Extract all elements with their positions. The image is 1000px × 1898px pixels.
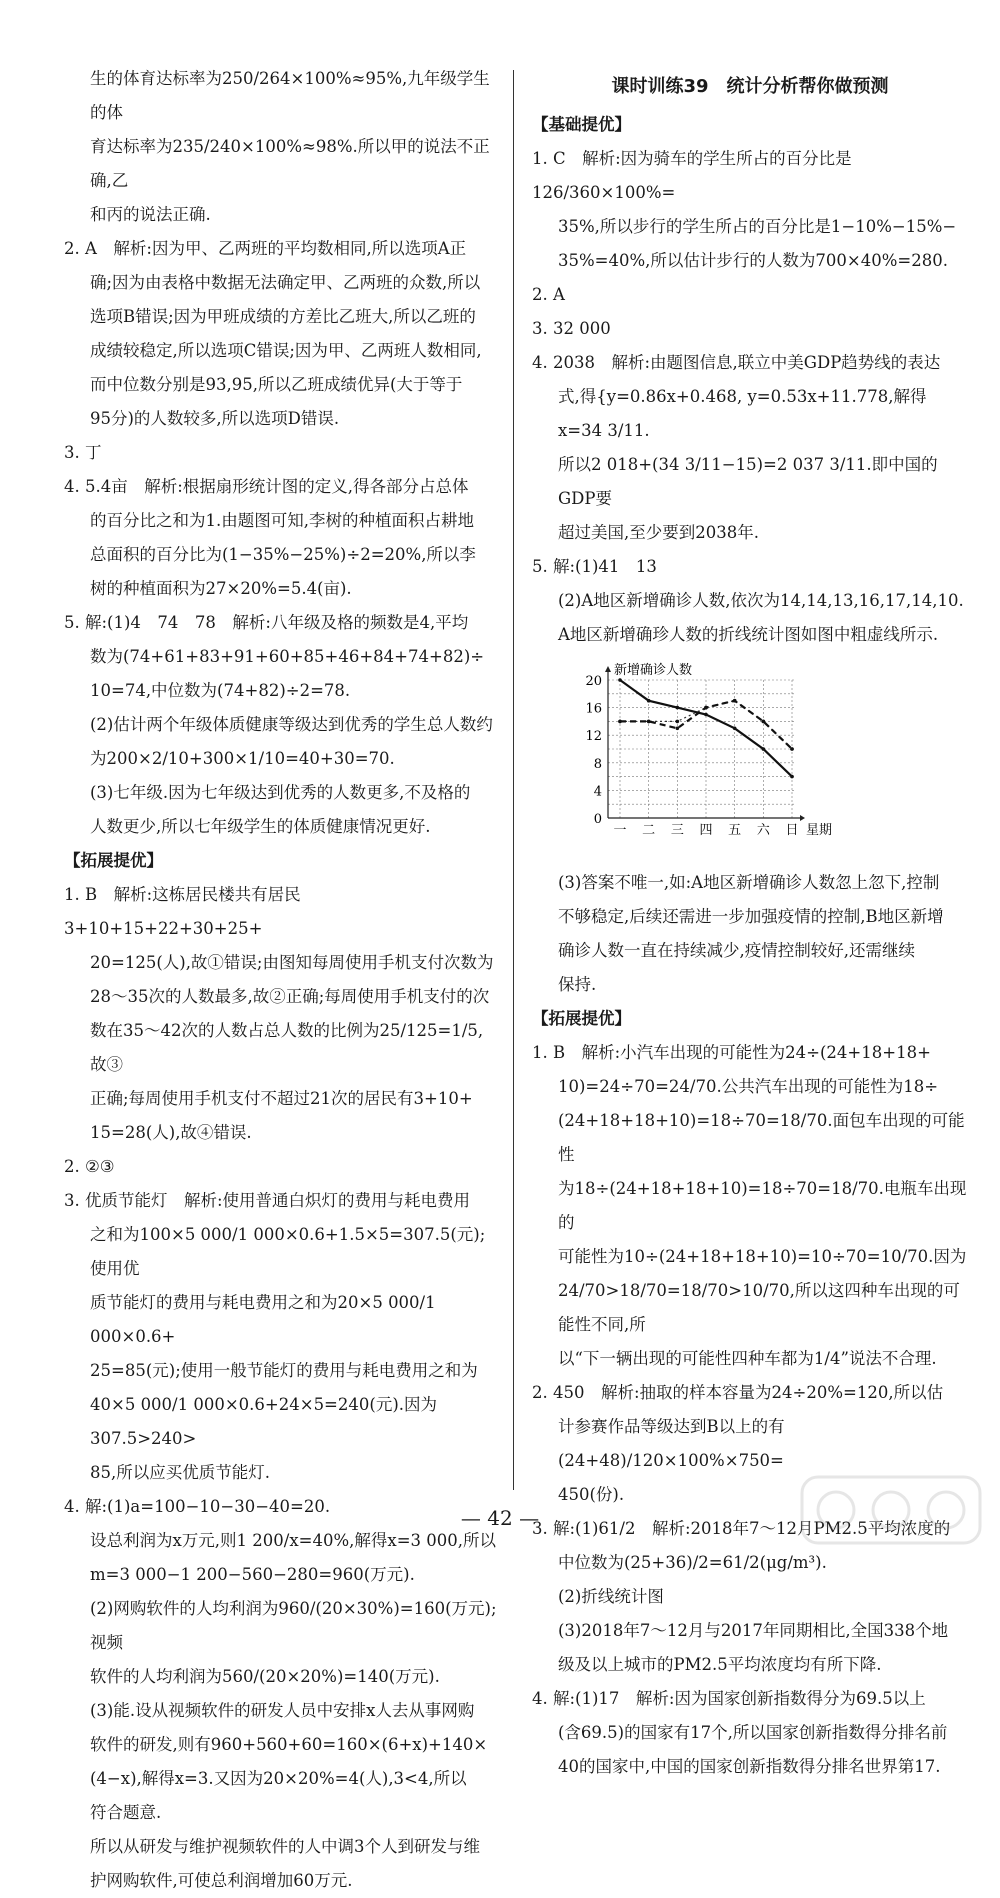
data-point — [790, 775, 794, 779]
text-line: 确诊人数一直在持续减少,疫情控制较好,还需继续 — [558, 941, 915, 960]
text-line: 10)=24÷70=24/70.公共汽车出现的可能性为18÷ — [558, 1077, 939, 1096]
data-point — [647, 699, 651, 703]
text-line: 的百分比之和为1.由题图可知,李树的种植面积占耕地 — [90, 511, 474, 530]
text-line: 35%=40%,所以估计步行的人数为700×40%=280. — [558, 251, 948, 270]
line-chart — [578, 658, 968, 860]
text-line: 1. B 解析:这栋居民楼共有居民3+10+15+22+30+25+ — [64, 885, 301, 938]
y-tick-label: 12 — [585, 729, 602, 745]
text-line: (2)折线统计图 — [558, 1587, 664, 1606]
right-bottom-text — [532, 866, 968, 1784]
text-line: 3. 优质节能灯 解析:使用普通白炽灯的费用与耗电费用 — [64, 1191, 471, 1210]
text-line: (2)A地区新增确诊人数,依次为14,14,13,16,17,14,10. — [558, 591, 964, 610]
data-point — [762, 720, 766, 724]
text-line: 育达标率为235/240×100%≈98%.所以甲的说法不正确,乙 — [90, 137, 490, 190]
x-tick-label: 三 — [670, 823, 684, 838]
text-line: 95分)的人数较多,所以选项D错误. — [90, 409, 340, 428]
text-line: A地区新增确珍人数的折线统计图如图中粗虚线所示. — [558, 625, 939, 644]
text-line: 计参赛作品等级达到B以上的有(24+48)/120×100%×750= — [558, 1417, 785, 1470]
text-line: 4. 解:(1)a=100−10−30−40=20. — [64, 1497, 331, 1516]
text-line: 15=28(人),故④错误. — [90, 1123, 252, 1142]
data-point — [676, 720, 680, 724]
text-line: 设总利润为x万元,则1 200/x=40%,解得x=3 000,所以 — [90, 1531, 497, 1550]
text-line: (24+18+18+10)=18÷70=18/70.面包车出现的可能性 — [558, 1111, 965, 1164]
text-line: 35%,所以步行的学生所占的百分比是1−10%−15%− — [558, 217, 957, 236]
text-line: 为200×2/10+300×1/10=40+30=70. — [90, 749, 395, 768]
text-line: (3)七年级.因为七年级达到优秀的人数更多,不及格的 — [90, 783, 471, 802]
column-divider — [513, 70, 514, 1490]
text-line: 【基础提优】 — [532, 115, 631, 134]
text-line: 4. 5.4亩 解析:根据扇形统计图的定义,得各部分占总体 — [64, 477, 469, 496]
data-point — [647, 720, 651, 724]
text-line: 10=74,中位数为(74+82)÷2=78. — [90, 681, 351, 700]
data-point — [733, 727, 737, 731]
text-line: 【拓展提优】 — [64, 851, 163, 870]
lesson-title: 课时训练39 统计分析帮你做预测 — [611, 76, 889, 97]
text-line: 40×5 000/1 000×0.6+24×5=240(元).因为307.5>240> — [90, 1395, 437, 1448]
text-line: (4−x),解得x=3.又因为20×20%=4(人),3<4,所以 — [90, 1769, 467, 1788]
y-axis-label: 新增确诊人数 — [614, 663, 693, 678]
text-line: 2. A — [532, 285, 565, 304]
text-line: 5. 解:(1)41 13 — [532, 557, 657, 576]
text-line: 护网购软件,可使总利润增加60万元. — [90, 1871, 353, 1890]
data-point — [704, 706, 708, 710]
text-line: (3)2018年7～12月与2017年同期相比,全国338个地 — [558, 1621, 949, 1640]
data-point — [762, 747, 766, 751]
x-tick-label: 六 — [756, 823, 770, 838]
y-axis-arrow — [605, 666, 611, 672]
x-tick-label: 二 — [642, 823, 656, 838]
x-tick-label: 五 — [728, 823, 742, 838]
text-line: 【拓展提优】 — [532, 1009, 631, 1028]
watermark-logo — [796, 1471, 986, 1549]
text-line: 而中位数分别是93,95,所以乙班成绩优异(大于等于 — [90, 375, 463, 394]
x-tick-label: 一 — [613, 823, 627, 838]
text-line: 符合题意. — [90, 1803, 162, 1822]
text-line: 保持. — [558, 975, 597, 994]
text-line: 数在35～42次的人数占总人数的比例为25/125=1/5,故③ — [90, 1021, 484, 1074]
text-line: 2. A 解析:因为甲、乙两班的平均数相同,所以选项A正 — [64, 239, 467, 258]
text-line: 4. 2038 解析:由题图信息,联立中美GDP趋势线的表达 — [532, 353, 941, 372]
text-line: 软件的人均利润为560/(20×20%)=140(万元). — [90, 1667, 440, 1686]
text-line: 1. B 解析:小汽车出现的可能性为24÷(24+18+18+ — [532, 1043, 931, 1062]
text-line: 正确;每周使用手机支付不超过21次的居民有3+10+ — [90, 1089, 473, 1108]
text-line: 3. 丁 — [64, 443, 102, 462]
x-axis-label: 星期 — [806, 823, 833, 838]
text-line: 不够稳定,后续还需进一步加强疫情的控制,B地区新增 — [558, 907, 944, 926]
text-line: 85,所以应买优质节能灯. — [90, 1463, 270, 1482]
x-axis-arrow — [800, 815, 805, 821]
text-line: 树的种植面积为27×20%=5.4(亩). — [90, 579, 352, 598]
text-line: 数为(74+61+83+91+60+85+46+84+74+82)÷ — [90, 647, 485, 666]
text-line: 生的体育达标率为250/264×100%≈95%,九年级学生的体 — [90, 69, 490, 122]
data-point — [704, 713, 708, 717]
text-line: 之和为100×5 000/1 000×0.6+1.5×5=307.5(元);使用优 — [90, 1225, 486, 1278]
text-line: 以“下一辆出现的可能性四种车都为1/4”说法不合理. — [558, 1349, 937, 1368]
y-tick-label: 20 — [585, 674, 602, 689]
text-line: 中位数为(25+36)/2=61/2(μg/m³). — [558, 1553, 827, 1572]
y-tick-label: 16 — [585, 701, 602, 717]
text-line: 人数更少,所以七年级学生的体质健康情况更好. — [90, 817, 431, 836]
data-point — [618, 720, 622, 724]
data-point — [676, 706, 680, 710]
text-line: 24/70>18/70=18/70>10/70,所以这四种车出现的可能性不同,所 — [558, 1281, 960, 1334]
text-line: m=3 000−1 200−560−280=960(万元). — [90, 1565, 415, 1584]
right-top-text — [532, 108, 968, 652]
text-line: 28～35次的人数最多,故②正确;每周使用手机支付的次 — [90, 987, 490, 1006]
text-line: 1. C 解析:因为骑车的学生所占的百分比是126/360×100%= — [532, 149, 852, 202]
data-point — [733, 699, 737, 703]
text-line: (2)网购软件的人均利润为960/(20×30%)=160(万元);视频 — [90, 1599, 497, 1652]
text-line: 和丙的说法正确. — [90, 205, 211, 224]
text-line: (2)估计两个年级体质健康等级达到优秀的学生总人数约 — [90, 715, 493, 734]
text-line: 可能性为10÷(24+18+18+10)=10÷70=10/70.因为 — [558, 1247, 967, 1266]
text-line: 成绩较稳定,所以选项C错误;因为甲、乙两班人数相同, — [90, 341, 482, 360]
data-point — [790, 747, 794, 751]
page-number: — 42 — — [460, 1506, 540, 1530]
text-line: (含69.5)的国家有17个,所以国家创新指数得分排名前 — [558, 1723, 948, 1742]
text-line: 2. ②③ — [64, 1157, 115, 1176]
text-line: 3. 解:(1)61/2 解析:2018年7～12月PM2.5平均浓度的 — [532, 1519, 951, 1538]
text-line: 450(份). — [558, 1485, 625, 1504]
text-line: 选项B错误;因为甲班成绩的方差比乙班大,所以乙班的 — [90, 307, 476, 326]
left-column — [64, 62, 499, 1898]
text-line: 40的国家中,中国的国家创新指数得分排名世界第17. — [558, 1757, 941, 1776]
data-point — [618, 678, 622, 682]
text-line: 2. 450 解析:抽取的样本容量为24÷20%=120,所以估 — [532, 1383, 944, 1402]
y-tick-label: 8 — [593, 756, 602, 772]
x-tick-label: 日 — [785, 823, 799, 838]
y-tick-label: 0 — [593, 812, 602, 827]
text-line: 质节能灯的费用与耗电费用之和为20×5 000/1 000×0.6+ — [90, 1293, 436, 1346]
text-line: 25=85(元);使用一般节能灯的费用与耗电费用之和为 — [90, 1361, 478, 1380]
text-line: 20=125(人),故①错误;由图知每周使用手机支付次数为 — [90, 953, 494, 972]
text-line: 3. 32 000 — [532, 319, 611, 338]
text-line: 超过美国,至少要到2038年. — [558, 523, 759, 542]
y-tick-label: 4 — [593, 784, 602, 800]
text-line: (3)能.设从视频软件的研发人员中安排x人去从事网购 — [90, 1701, 475, 1720]
text-line: 总面积的百分比为(1−35%−25%)÷2=20%,所以李 — [90, 545, 476, 564]
text-line: 为18÷(24+18+18+10)=18÷70=18/70.电瓶车出现的 — [558, 1179, 967, 1232]
text-line: 所以2 018+(34 3/11−15)=2 037 3/11.即中国的GDP要 — [558, 455, 938, 508]
text-line: (3)答案不唯一,如:A地区新增确诊人数忽上忽下,控制 — [558, 873, 940, 892]
text-line: 级及以上城市的PM2.5平均浓度均有所下降. — [558, 1655, 882, 1674]
text-line: 5. 解:(1)4 74 78 解析:八年级及格的频数是4,平均 — [64, 613, 469, 632]
text-line: 软件的研发,则有960+560+60=160×(6+x)+140× — [90, 1735, 488, 1754]
data-point — [676, 727, 680, 731]
text-line: 式,得{y=0.86x+0.468, y=0.53x+11.778,解得x=34 3/11. — [558, 387, 927, 440]
text-line: 所以从研发与维护视频软件的人中调3个人到研发与维 — [90, 1837, 480, 1856]
text-line: 4. 解:(1)17 解析:因为国家创新指数得分为69.5以上 — [532, 1689, 926, 1708]
text-line: 确;因为由表格中数据无法确定甲、乙两班的众数,所以 — [90, 273, 481, 292]
x-tick-label: 四 — [699, 823, 713, 838]
